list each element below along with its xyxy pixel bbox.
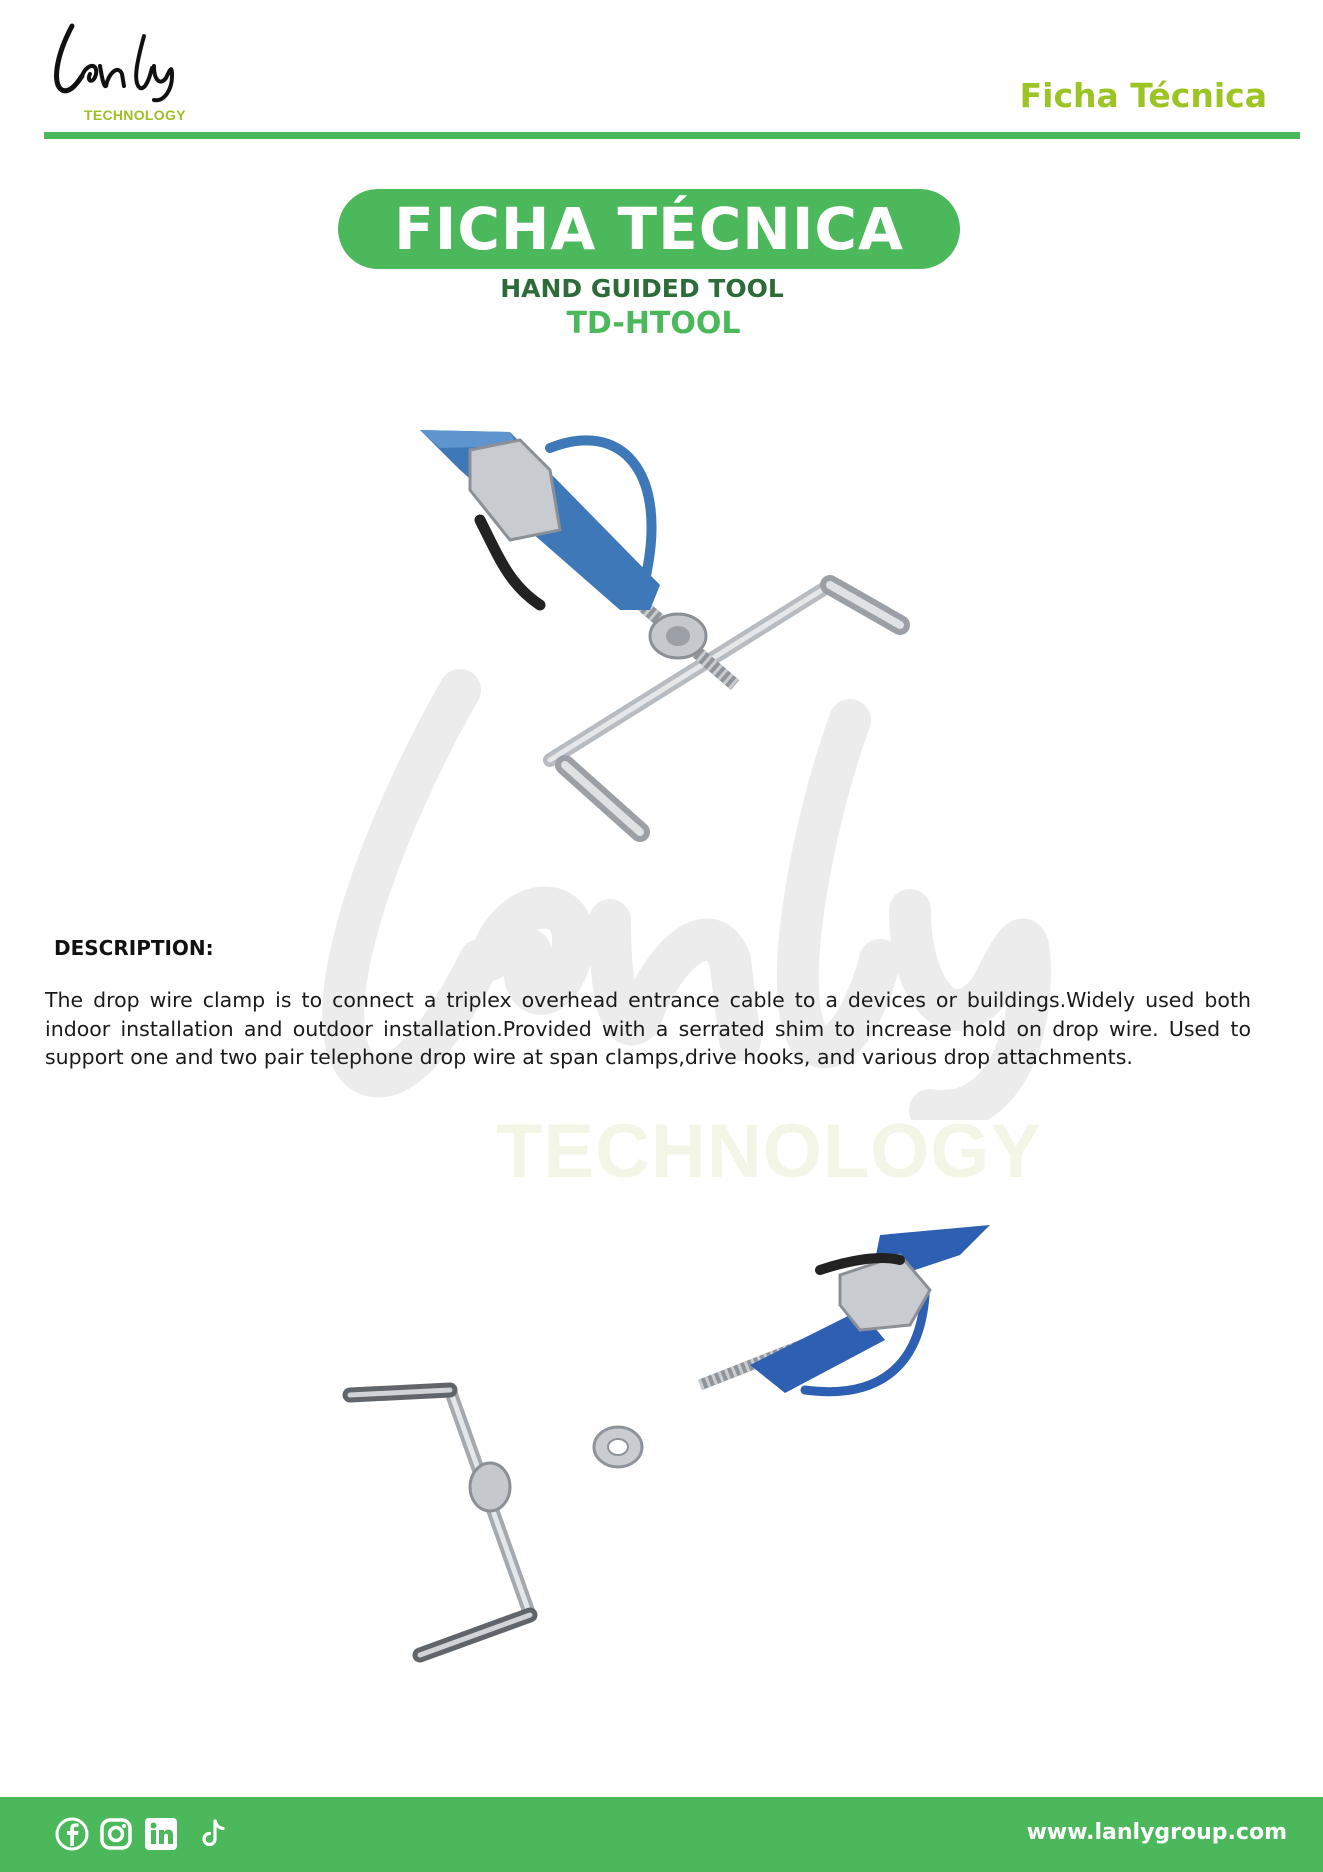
website-link[interactable]: www.lanlygroup.com: [1026, 1820, 1287, 1845]
lanly-logo: [48, 16, 198, 106]
product-image-assembled: [400, 410, 920, 860]
product-category: HAND GUIDED TOOL: [500, 274, 784, 303]
description-heading: DESCRIPTION:: [54, 936, 214, 960]
instagram-icon[interactable]: [98, 1816, 134, 1852]
facebook-icon[interactable]: [54, 1816, 90, 1852]
page-title: FICHA TÉCNICA: [394, 195, 904, 263]
title-banner: [338, 189, 960, 269]
linkedin-icon[interactable]: [143, 1816, 179, 1852]
description-body: The drop wire clamp is to connect a triplex overhead entrance cable to a devices or buildings.Widely used both indoor installation and outdoor installation.Provided with a serrated shim to increase hold on drop wire. Used to support one and two pair telephone drop wire at span clamps,drive hooks, and various drop attachments.: [45, 988, 1251, 1069]
tiktok-icon[interactable]: [196, 1816, 232, 1852]
product-model: TD-HTOOL: [566, 306, 741, 341]
logo-tagline: TECHNOLOGY: [84, 107, 186, 123]
watermark-tagline: TECHNOLOGY: [496, 1109, 1043, 1194]
document-type: Ficha Técnica: [1019, 76, 1267, 115]
product-image-parts: [340, 1215, 1010, 1665]
header-divider: [44, 132, 1300, 139]
